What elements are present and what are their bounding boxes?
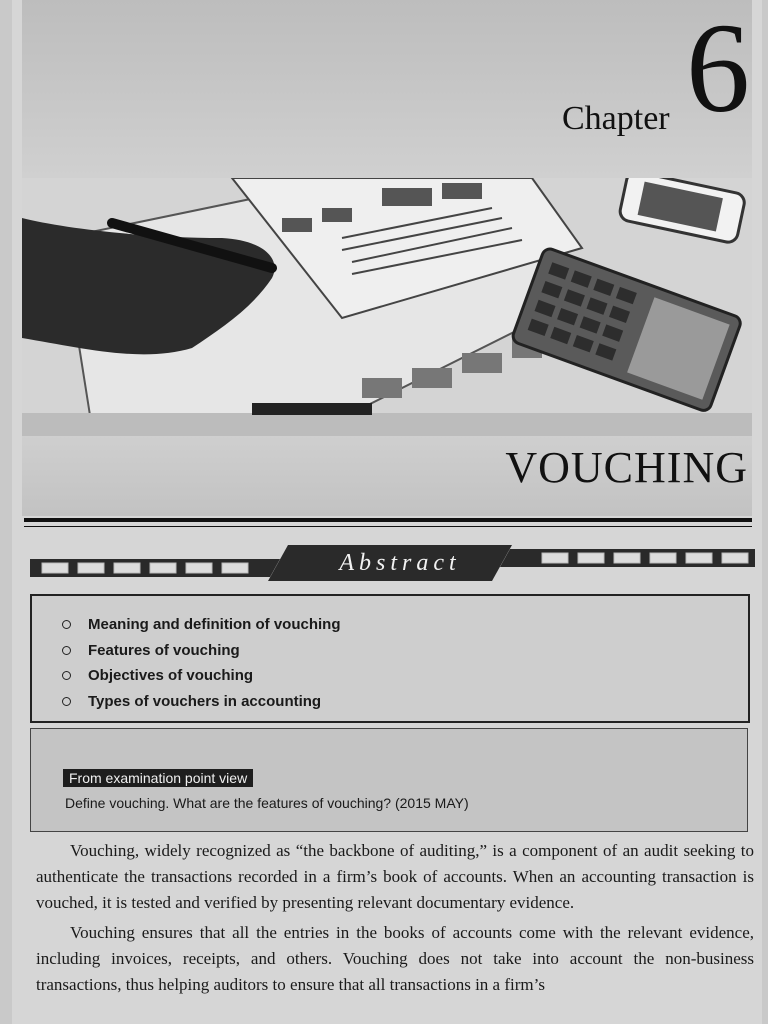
exam-label: From examination point view <box>63 769 253 787</box>
abstract-banner <box>30 545 755 585</box>
accounting-desk-photo <box>22 178 752 436</box>
chapter-word: Chapter <box>562 100 670 137</box>
title-band <box>22 436 752 516</box>
abstract-box <box>30 594 750 723</box>
body-paragraph: Vouching ensures that all the entries in the books of accounts come with the relevant evidence, including invoices, receipts, and others. Vouching does not take into account the non-business transactions, thus helping auditors to ensure that all transactions in a firm’s <box>36 923 754 994</box>
abstract-item: Features of vouching <box>62 638 748 664</box>
abstract-label: Abstract <box>339 550 461 576</box>
body-paragraph: Vouching, widely recognized as “the backbone of auditing,” is a component of an audit seeking to authenticate the transactions recorded in a firm’s book of accounts. When an accounting transaction is vouched, it is tested and verified by presenting relevant documentary evidence. <box>36 841 754 912</box>
title-rule-thick <box>24 518 752 522</box>
bullet-circle-icon <box>62 620 71 629</box>
book-page <box>12 0 762 1024</box>
abstract-item: Meaning and definition of vouching <box>62 612 748 638</box>
title-rule-thin <box>24 526 752 527</box>
abstract-list <box>32 596 748 714</box>
bullet-circle-icon <box>62 697 71 706</box>
bullet-circle-icon <box>62 646 71 655</box>
abstract-item: Types of vouchers in accounting <box>62 689 748 715</box>
chapter-header <box>22 0 752 178</box>
body-text <box>36 838 754 1002</box>
chapter-number: 6 <box>686 0 750 139</box>
chapter-title: VOUCHING <box>505 443 748 492</box>
abstract-item: Objectives of vouching <box>62 663 748 689</box>
chapter-illustration <box>22 178 752 436</box>
exam-question: Define vouching. What are the features of vouching? (2015 MAY) <box>65 795 469 811</box>
bullet-circle-icon <box>62 671 71 680</box>
exam-box <box>30 728 748 832</box>
